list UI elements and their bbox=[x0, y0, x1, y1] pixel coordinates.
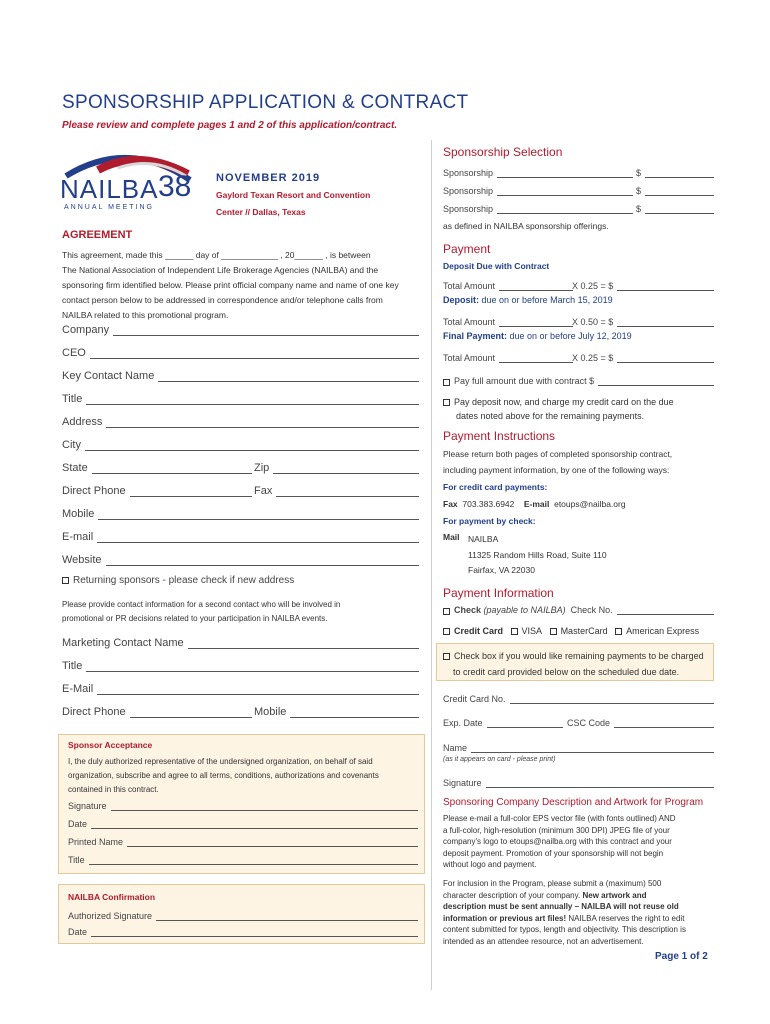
total-amount-field-1[interactable]: Total Amount bbox=[443, 281, 573, 291]
key-contact-field[interactable]: Key Contact Name bbox=[62, 370, 419, 382]
returning-checkbox[interactable]: Returning sponsors - please check if new address bbox=[62, 575, 294, 586]
second-direct-phone-field[interactable]: Direct Phone bbox=[62, 706, 252, 718]
nailba-logo bbox=[58, 146, 198, 216]
artwork-text: Please e-mail a full-color EPS vector file (with fonts outlined) AND a full-color, high-resolution (minimum 300 DPI) JPEG file of your company's logo to etoups@nailba.org with this contract and your deposit payment. Promotion of your sponsorship will not begin without logo and payment. bbox=[443, 814, 676, 869]
payment-information-heading: Payment Information bbox=[443, 586, 554, 600]
address-field[interactable]: Address bbox=[62, 416, 419, 428]
sponsorship-selection-heading: Sponsorship Selection bbox=[443, 145, 563, 159]
sponsor-acceptance-heading: Sponsor Acceptance bbox=[68, 740, 153, 750]
total-amount-field-3[interactable]: Total Amount bbox=[443, 353, 573, 363]
sponsor-acceptance-text: I, the duly authorized representative of the undersigned organization, on behalf of said organization, subscribe and agree to all terms, conditions, authorizations and covenants contained in this contract. bbox=[68, 757, 379, 794]
cardholder-name-field[interactable]: Name bbox=[443, 743, 714, 753]
final-calc-field[interactable]: X 0.25 = $ bbox=[572, 353, 714, 363]
direct-phone-field[interactable]: Direct Phone bbox=[62, 485, 252, 497]
sponsorship-field-1[interactable]: Sponsorship bbox=[443, 168, 633, 178]
page-subtitle: Please review and complete pages 1 and 2 of this application/contract. bbox=[62, 120, 398, 131]
exp-date-field[interactable]: Exp. Date bbox=[443, 718, 563, 728]
event-date: NOVEMBER 2019 bbox=[216, 172, 321, 184]
sponsorship-amount-2[interactable]: $ bbox=[636, 186, 714, 196]
ceo-field[interactable]: CEO bbox=[62, 347, 419, 359]
sponsorship-field-3[interactable]: Sponsorship bbox=[443, 204, 633, 214]
mail-address: NAILBA 11325 Random Hills Road, Suite 110 Fairfax, VA 22030 bbox=[468, 534, 607, 575]
sponsorship-amount-3[interactable]: $ bbox=[636, 204, 714, 214]
deposit-due-text: Deposit: due on or before March 15, 2019 bbox=[443, 295, 613, 305]
fax-field[interactable]: Fax bbox=[254, 485, 419, 497]
sponsorship-amount-1[interactable]: $ bbox=[636, 168, 714, 178]
authorized-signature-field[interactable]: Authorized Signature bbox=[68, 911, 418, 921]
zip-field[interactable]: Zip bbox=[254, 462, 419, 474]
marketing-contact-field[interactable]: Marketing Contact Name bbox=[62, 637, 419, 649]
logo-tag: ANNUAL MEETING bbox=[64, 204, 154, 211]
website-field[interactable]: Website bbox=[62, 554, 419, 566]
sponsorship-field-2[interactable]: Sponsorship bbox=[443, 186, 633, 196]
pay-full-checkbox[interactable]: Pay full amount due with contract $ bbox=[443, 376, 714, 386]
remaining-payments-checkbox[interactable]: Check box if you would like remaining payments to be charged to credit card provided below on the scheduled due date. bbox=[443, 648, 704, 680]
event-venue-1: Gaylord Texan Resort and Convention bbox=[216, 190, 371, 200]
page-number: Page 1 of 2 bbox=[655, 951, 708, 962]
agreement-text: This agreement, made this ______ day of ____________ , 20______ , is between The National Association of Independent Life Brokerage Agencies (NAILBA) and the sponsoring firm identified below. Please print official company name and name of one key contact person below to be addressed in correspondence and/or telephone calls from NAILBA related to this promotional program. bbox=[62, 250, 399, 320]
acceptance-date-field[interactable]: Date bbox=[68, 819, 418, 829]
second-contact-text: Please provide contact information for a second contact who will be involved in promotional or PR decisions related to your participation in NAILBA events. bbox=[62, 600, 341, 623]
event-venue-2: Center // Dallas, Texas bbox=[216, 207, 306, 217]
column-divider bbox=[431, 140, 432, 990]
fax-email-line: Fax 703.383.6942 E-mail etoups@nailba.org bbox=[443, 499, 626, 509]
deposit-due-heading: Deposit Due with Contract bbox=[443, 261, 550, 271]
sponsorship-note: as defined in NAILBA sponsorship offerings. bbox=[443, 221, 609, 231]
card-signature-field[interactable]: Signature bbox=[443, 778, 714, 788]
second-email-field[interactable]: E-Mail bbox=[62, 683, 419, 695]
nailba-confirmation-heading: NAILBA Confirmation bbox=[68, 892, 156, 902]
page-title: SPONSORSHIP APPLICATION & CONTRACT bbox=[62, 92, 469, 113]
agreement-heading: AGREEMENT bbox=[62, 229, 133, 241]
second-calc-field[interactable]: X 0.50 = $ bbox=[572, 317, 714, 327]
logo-text: NAILBA bbox=[60, 174, 159, 204]
acceptance-signature-field[interactable]: Signature bbox=[68, 801, 418, 811]
company-field[interactable]: Company bbox=[62, 324, 419, 336]
payment-instructions-heading: Payment Instructions bbox=[443, 429, 556, 443]
acceptance-title-field[interactable]: Title bbox=[68, 855, 418, 865]
state-field[interactable]: State bbox=[62, 462, 252, 474]
total-amount-field-2[interactable]: Total Amount bbox=[443, 317, 573, 327]
second-mobile-field[interactable]: Mobile bbox=[254, 706, 419, 718]
credit-card-options[interactable]: Credit Card VISA MasterCard American Express bbox=[443, 626, 699, 636]
acceptance-printed-name-field[interactable]: Printed Name bbox=[68, 837, 418, 847]
cc-payments-heading: For credit card payments: bbox=[443, 482, 548, 492]
final-payment-text: Final Payment: due on or before July 12, 2019 bbox=[443, 331, 632, 341]
name-note: (as it appears on card - please print) bbox=[443, 756, 556, 763]
city-field[interactable]: City bbox=[62, 439, 419, 451]
check-option[interactable]: Check (payable to NAILBA) Check No. bbox=[443, 605, 714, 615]
check-payments-heading: For payment by check: bbox=[443, 516, 536, 526]
deposit-calc-field[interactable]: X 0.25 = $ bbox=[572, 281, 714, 291]
credit-card-number-field[interactable]: Credit Card No. bbox=[443, 694, 714, 704]
csc-code-field[interactable]: CSC Code bbox=[567, 718, 714, 728]
logo-number: 38 bbox=[158, 170, 192, 203]
mail-label: Mail bbox=[443, 532, 460, 542]
pay-deposit-checkbox[interactable]: Pay deposit now, and charge my credit card on the due dates noted above for the remaining payments. bbox=[443, 395, 674, 423]
email-field[interactable]: E-mail bbox=[62, 531, 419, 543]
second-title-field[interactable]: Title bbox=[62, 660, 419, 672]
payment-heading: Payment bbox=[443, 242, 491, 256]
artwork-heading: Sponsoring Company Description and Artwork for Program bbox=[443, 797, 704, 808]
description-text: For inclusion in the Program, please submit a (maximum) 500 character description of your company. New artwork and description must be sent annually – NAILBA will not reuse old information or previous art files! NAILBA reserves the right to edit content submitted for typos, length and objectivity. This description is intended as an attendee resource, not an advertisement. bbox=[443, 879, 686, 946]
payment-instructions-text: Please return both pages of completed sponsorship contract, including payment information, by one of the following ways: bbox=[443, 449, 673, 475]
confirmation-date-field[interactable]: Date bbox=[68, 927, 418, 937]
mobile-field[interactable]: Mobile bbox=[62, 508, 419, 520]
title-field[interactable]: Title bbox=[62, 393, 419, 405]
